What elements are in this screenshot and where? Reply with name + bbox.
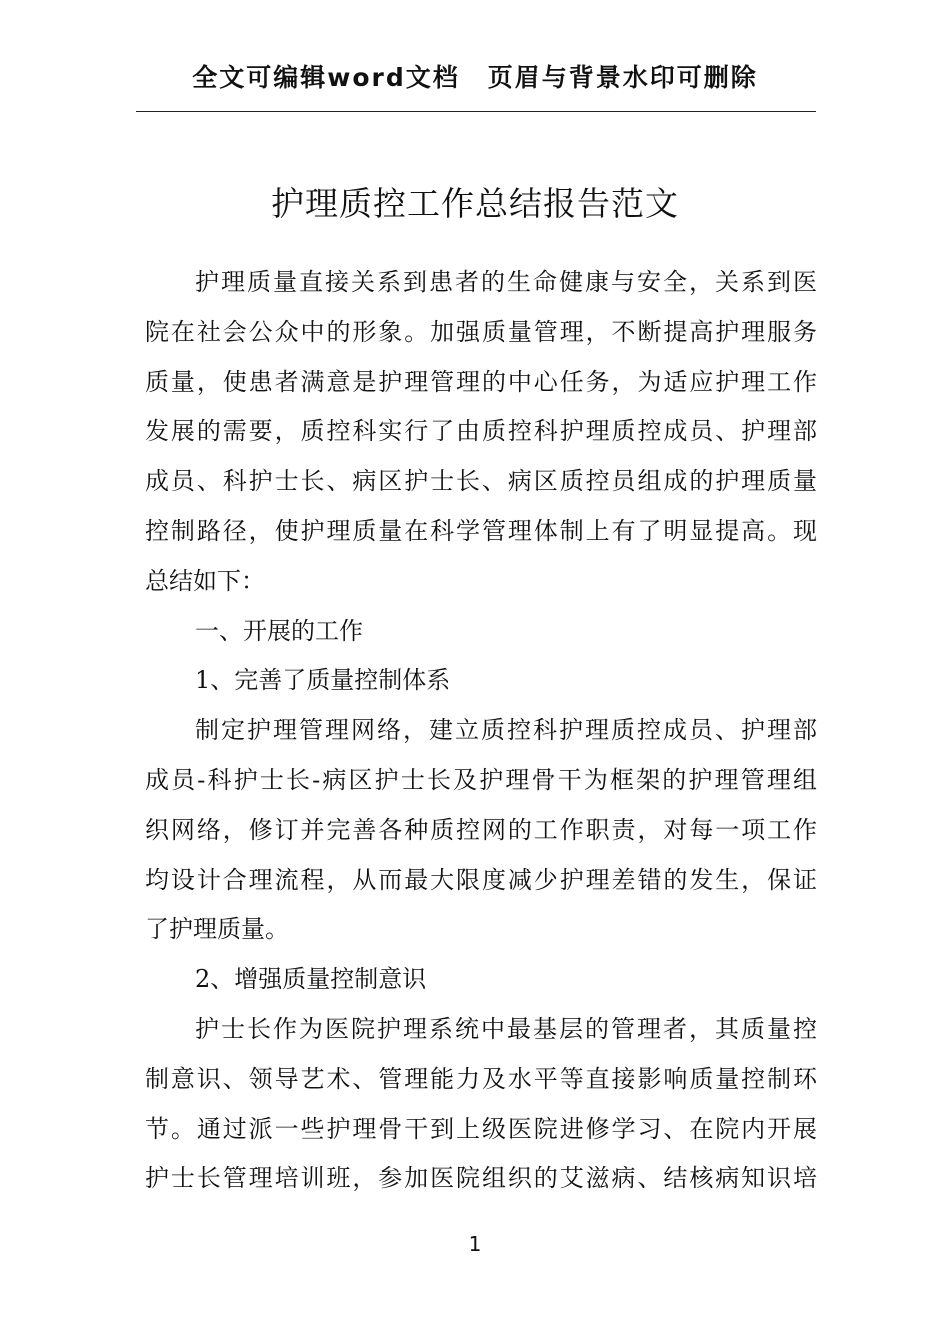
body-line: 总结如下： [145, 566, 265, 595]
page-number: 1 [468, 1232, 482, 1256]
body-line: 发展的需要，质控科实行了由质控科护理质控成员、护理部 [145, 417, 817, 446]
body-line: 院在社会公众中的形象。加强质量管理，不断提高护理服务 [145, 317, 817, 346]
document-title: 护理质控工作总结报告范文 [271, 184, 679, 223]
body-line: 质量，使患者满意是护理管理的中心任务，为适应护理工作 [145, 367, 817, 396]
body-line: 制意识、领导艺术、管理能力及水平等直接影响质量控制环 [145, 1064, 817, 1093]
body-line: 节。通过派一些护理骨干到上级医院进修学习、在院内开展 [145, 1114, 817, 1143]
body-line: 均设计合理流程，从而最大限度减少护理差错的发生，保证 [145, 865, 817, 894]
header-right-text: 页眉与背景水印可删除 [487, 63, 758, 92]
body-line: 控制路径，使护理质量在科学管理体制上有了明显提高。现 [145, 516, 817, 545]
body-line: 护士长管理培训班，参加医院组织的艾滋病、结核病知识培 [145, 1164, 817, 1193]
body-line: 制定护理管理网络，建立质控科护理质控成员、护理部 [195, 716, 817, 745]
body-line: 1、完善了质量控制体系 [195, 666, 451, 695]
body-line: 成员、科护士长、病区护士长、病区质控员组成的护理质量 [145, 467, 817, 496]
body-line: 了护理质量。 [145, 915, 289, 944]
body-line: 2、增强质量控制意识 [195, 965, 427, 994]
body-line: 成员-科护士长-病区护士长及护理骨干为框架的护理管理组 [145, 765, 817, 794]
document-body [145, 258, 817, 1204]
header-left-text: 全文可编辑word文档 [192, 63, 460, 92]
header-divider [136, 111, 816, 112]
page-header [0, 58, 950, 94]
body-line: 一、开展的工作 [195, 616, 363, 645]
body-line: 织网络，修订并完善各种质控网的工作职责，对每一项工作 [145, 815, 817, 844]
body-line: 护理质量直接关系到患者的生命健康与安全，关系到医 [195, 268, 817, 296]
body-line: 护士长作为医院护理系统中最基层的管理者，其质量控 [195, 1014, 817, 1043]
